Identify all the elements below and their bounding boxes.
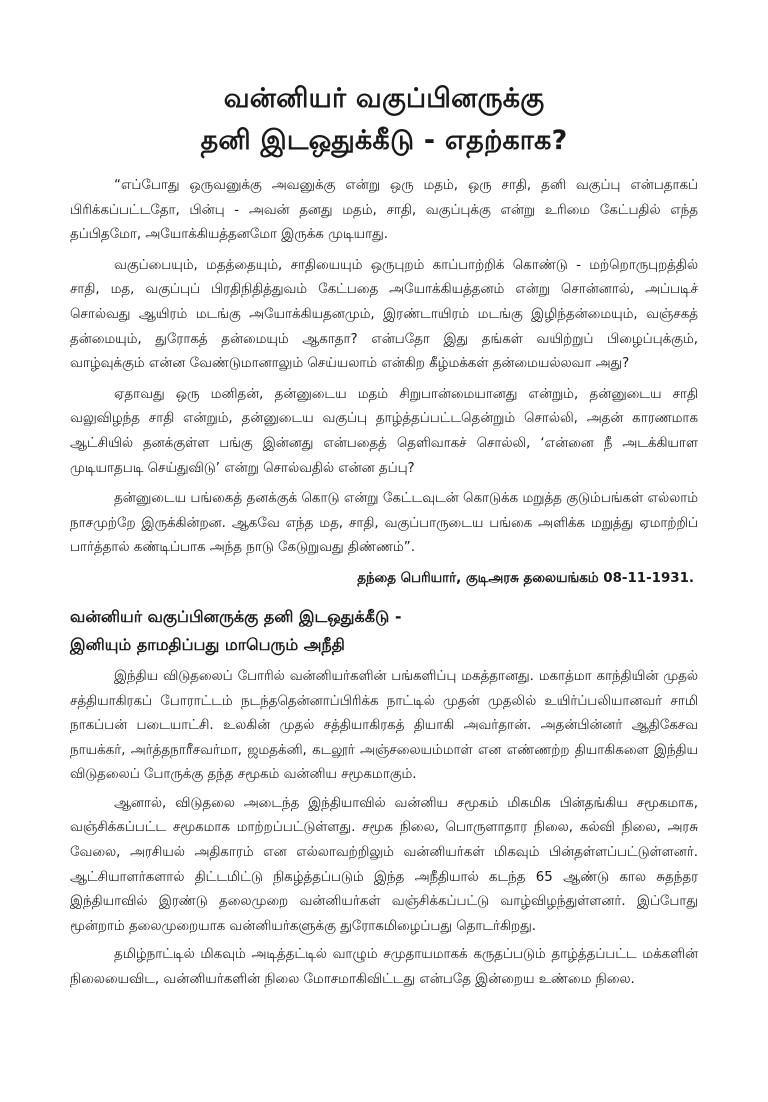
section-heading-line-2: இனியும் தாமதிப்பது மாபெரும் அநீதி: [70, 634, 345, 654]
quote-paragraph: “எப்போது ஒருவனுக்கு அவனுக்கு என்று ஒரு மதம், ஒரு சாதி, தனி வகுப்பு என்பதாகப் பிரிக்கப்பட்டதோ, பின்பு - அவன் தனது மதம், சாதி, வகுப்புக்கு என்று உரிமை கேட்பதில் எந்த தப்பிதமோ, அயோக்கியத்தனமோ இருக்க முடியாது.: [70, 178, 698, 243]
title-line-2: தனி இடஒதுக்கீடு - எதற்காக?: [200, 125, 568, 156]
section-heading-line-1: வன்னியர் வகுப்பினருக்கு தனி இடஒதுக்கீடு -: [70, 606, 402, 626]
quote-attribution: தந்தை பெரியார், குடிஅரசு தலையங்கம் 08-11-1931.: [357, 570, 694, 586]
body-paragraph: தமிழ்நாட்டில் மிகவும் அடித்தட்டில் வாழும் சமுதாயமாகக் கருதப்படும் தாழ்த்தப்பட்ட மக்களின் நிலையைவிட, வன்னியர்களின் நிலை மோசமாகிவிட்டது என்பதே இன்றைய உண்மை நிலை.: [70, 947, 698, 988]
quote-paragraph: வகுப்பையும், மதத்தையும், சாதியையும் ஒருபுறம் காப்பாற்றிக் கொண்டு - மற்றொருபுறத்தில் சாதி, மத, வகுப்புப் பிரதிநிதித்துவம் கேட்பதை அயோக்கியத்தனம் என்று சொன்னால், அப்படிச் சொல்வது ஆயிரம் மடங்கு அயோக்கியதனமும், இரண்டாயிரம் மடங்கு இழிந்தன்மையும், வஞ்சகத் தன்மையும், துரோகத் தன்மையும் ஆகாதா? என்பதோ இது தங்கள் வயிற்றுப் பிழைப்புக்கும், வாழ்வுக்கும் என்ன வேண்டுமானாலும் செய்யலாம் என்கிற கீழ்மக்கள் தன்மையல்லவா அது?: [70, 257, 698, 372]
quote-paragraph: ஏதாவது ஒரு மனிதன், தன்னுடைய மதம் சிறுபான்மையானது என்றும், தன்னுடைய சாதி வலுவிழந்த சாதி என்றும், தன்னுடைய வகுப்பு தாழ்த்தப்பட்டதென்றும் சொல்லி, அதன் காரணமாக ஆட்சியில் தனக்குள்ள பங்கு இன்னது என்பதைத் தெளிவாகச் சொல்லி, ‘என்னை நீ அடக்கியாள முடியாதபடி செய்துவிடு’ என்று சொல்வதில் என்ன தப்பு?: [70, 386, 698, 476]
body-text: [70, 665, 698, 993]
section-heading: [70, 603, 698, 659]
body-paragraph: ஆனால், விடுதலை அடைந்த இந்தியாவில் வன்னிய சமூகம் மிகமிக பின்தங்கிய சமூகமாக, வஞ்சிக்கப்பட்ட சமூகமாக மாற்றப்பட்டுள்ளது. சமூக நிலை, பொருளாதார நிலை, கல்வி நிலை, அரசு வேலை, அரசியல் அதிகாரம் என எல்லாவற்றிலும் வன்னியர்கள் மிகவும் பின்தள்ளப்பட்டுள்ளனர். ஆட்சியாளர்களால் திட்டமிட்டு நிகழ்த்தப்படும் இந்த அநீதியால் கடந்த 65 ஆண்டு கால சுதந்தர இந்தியாவில் இரண்டு தலைமுறை வன்னியர்கள் வஞ்சிக்கப்பட்டு வாழ்விழந்துள்ளனர். இப்போது மூன்றாம் தலைமுறையாக வன்னியர்களுக்கு துரோகமிழைப்பது தொடர்கிறது.: [70, 795, 698, 934]
page-title: [70, 78, 698, 162]
document-page: [0, 78, 768, 1102]
body-paragraph: இந்திய விடுதலைப் போரில் வன்னியர்களின் பங்களிப்பு மகத்தானது. மகாத்மா காந்தியின் முதல் சத்தியாகிரகப் போராட்டம் நடந்ததென்னாப்பிரிக்க நாட்டில் முதன் முதலில் உயிர்ப்பலியானவர் சாமி நாகப்பன் படையாட்சி. உலகின் முதல் சத்தியாகிரகத் தியாகி அவர்தான். அதன்பின்னர் ஆதிகேசவ நாயக்கர், அர்த்தநாரீசவர்மா, ஜமதக்னி, கடலூர் அஞ்சலையம்மாள் என எண்ணற்ற தியாகிகளை இந்திய விடுதலைப் போருக்கு தந்த சமூகம் வன்னிய சமூகமாகும்.: [70, 668, 698, 783]
title-line-1: வன்னியர் வகுப்பினருக்கு: [223, 83, 545, 114]
periyar-quote: [70, 174, 698, 561]
quote-paragraph: தன்னுடைய பங்கைத் தனக்குக் கொடு என்று கேட்டவுடன் கொடுக்க மறுத்த குடும்பங்கள் எல்லாம் நாசமுற்றே இருக்கின்றன. ஆகவே எந்த மத, சாதி, வகுப்பாருடைய பங்கை அளிக்க மறுத்து ஏமாற்றிப் பார்த்தால் கண்டிப்பாக அந்த நாடு கேடுறுவது திண்ணம்”.: [70, 491, 698, 556]
